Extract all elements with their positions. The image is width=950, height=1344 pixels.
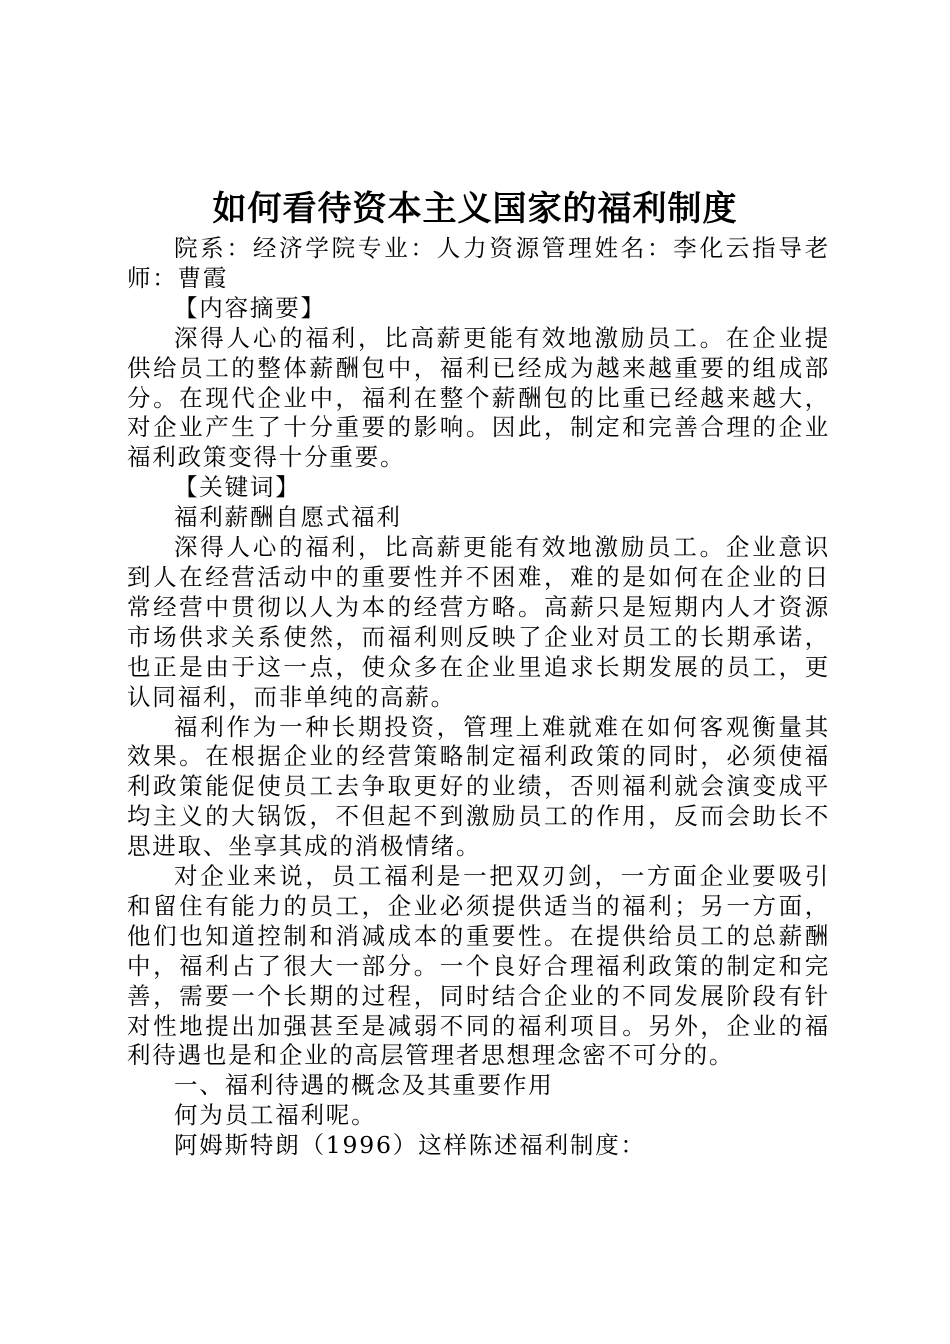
section-heading: 一、福利待遇的概念及其重要作用 [174,1071,554,1100]
body-paragraph: 深得人心的福利，比高薪更能有效地激励员工。企业意识到人在经营活动中的重要性并不困难，难的是如何在企业的日常经营中贯彻以人为本的经营方略。高薪只是短期内人才资源市场供求关系使然，而福利则反映了企业对员工的长期承诺，也正是由于这一点，使众多在企业里追求长期发展的员工，更认同福利，而非单纯的高薪。 [127,533,830,711]
section-question: 何为员工福利呢。 [174,1101,377,1130]
document-body [127,234,830,1161]
body-paragraph: 福利作为一种长期投资，管理上难就难在如何客观衡量其效果。在根据企业的经营策略制定福利政策的同时，必须使福利政策能促使员工去争取更好的业绩，否则福利就会演变成平均主义的大锅饭，不但起不到激励员工的作用，反而会助长不思进取、坐享其成的消极情绪。 [127,712,830,861]
document-title: 如何看待资本主义国家的福利制度 [212,189,738,229]
section-citation: 阿姆斯特朗（1996）这样陈述福利制度： [174,1131,646,1160]
body-paragraph: 对企业来说，员工福利是一把双刃剑，一方面企业要吸引和留住有能力的员工，企业必须提供适当的福利；另一方面，他们也知道控制和消减成本的重要性。在提供给员工的总薪酬中，福利占了很大一部分。一个良好合理福利政策的制定和完善，需要一个长期的过程，同时结合企业的不同发展阶段有针对性地提出加强甚至是减弱不同的福利项目。另外，企业的福利待遇也是和企业的高层管理者思想理念密不可分的。 [127,862,830,1070]
keywords-heading: 【关键词】 [174,473,301,502]
keywords-text: 福利薪酬自愿式福利 [174,503,402,532]
abstract-heading: 【内容摘要】 [174,293,326,322]
abstract-text: 深得人心的福利，比高薪更能有效地激励员工。在企业提供给员工的整体薪酬包中，福利已经成为越来越重要的组成部分。在现代企业中，福利在整个薪酬包的比重已经越来越大，对企业产生了十分重要的影响。因此，制定和完善合理的企业福利政策变得十分重要。 [127,323,830,472]
meta-line: 院系：经济学院专业：人力资源管理姓名：李化云指导老师：曹霞 [127,234,830,292]
